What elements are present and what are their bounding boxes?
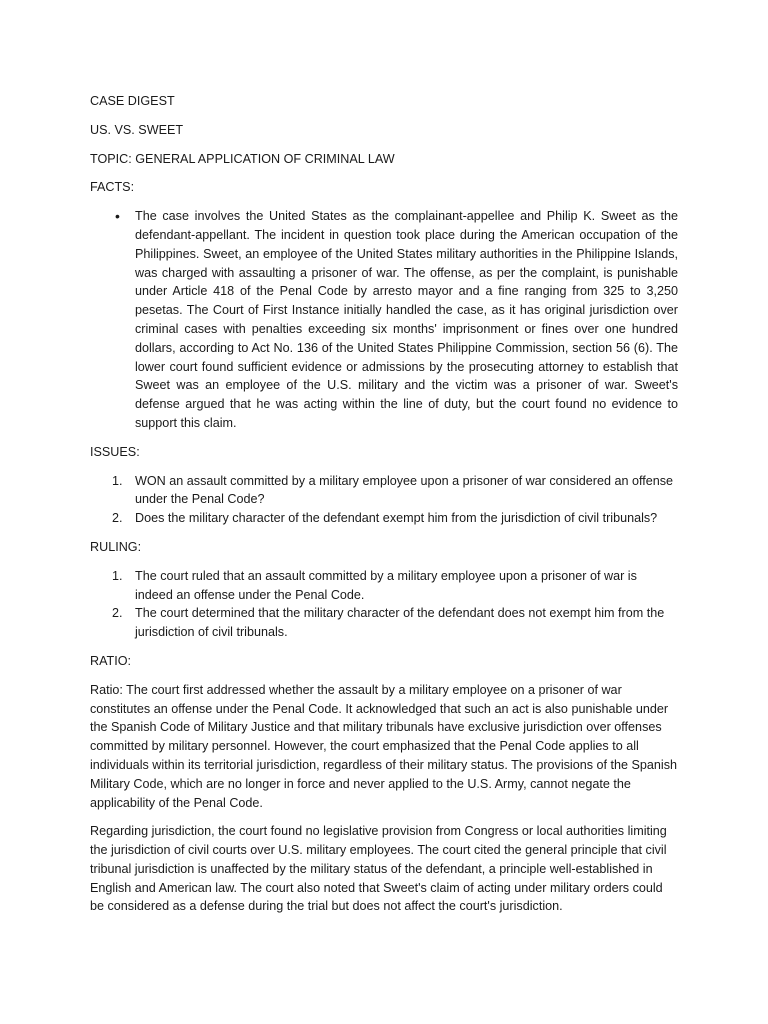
facts-text: The case involves the United States as the complainant-appellee and Philip K. Sweet as the defendant-appellant. The incident in question took place during the American occupation of the Philippines. Sweet, an employee of the United States military authorities in the Philippine Islands, was charged with assaulting a prisoner of war. The offense, as per the complaint, is punishable under Article 418 of the Penal Code by arresto mayor and a fine ranging from 325 to 3,250 pesetas. The Court of First Instance initially handled the case, as it has original jurisdiction over criminal cases with penalties exceeding six months' imprisonment or fines over one hundred dollars, according to Act No. 136 of the United States Philippine Commission, section 56 (6). The lower court found sufficient evidence or admissions by the prosecuting attorney to establish that Sweet was an employee of the U.S. military and the victim was a prisoner of war. Sweet's defense argued that he was acting within the line of duty, but the court found no evidence to support this claim.	[135, 209, 678, 430]
issue-item	[90, 472, 678, 510]
ratio-paragraph: Ratio: The court first addressed whether the assault by a military employee on a prisoner of war constitutes an offense under the Penal Code. It acknowledged that such an act is also punishable under the Spanish Code of Military Justice and that military tribunals have exclusive jurisdiction over offenses committed by military personnel. However, the court emphasized that the Penal Code applies to all individuals within its territorial jurisdiction, regardless of their military status. The provisions of the Spanish Military Code, which are no longer in force and never applied to the U.S. Army, cannot negate the applicability of the Penal Code.	[90, 682, 678, 810]
issue-text: WON an assault committed by a military employee upon a prisoner of war considered an offense under the Penal Code?	[135, 473, 674, 507]
ruling-number: 1.	[112, 568, 123, 583]
ruling-text: The court ruled that an assault committed by a military employee upon a prisoner of war is indeed an offense under the Penal Code.	[135, 568, 637, 602]
issue-number: 2.	[112, 511, 123, 526]
ruling-item	[90, 604, 678, 642]
ruling-item	[90, 567, 678, 605]
issue-number: 1.	[112, 473, 123, 488]
bullet-icon: •	[115, 208, 120, 225]
issues-label: ISSUES:	[90, 444, 140, 459]
doc-heading: CASE DIGEST	[90, 94, 175, 108]
document-content	[90, 92, 678, 926]
topic-line: TOPIC: GENERAL APPLICATION OF CRIMINAL LAW	[90, 151, 395, 166]
facts-list	[90, 207, 678, 433]
ratio-paragraph: Regarding jurisdiction, the court found no legislative provision from Congress or local authorities limiting the jurisdiction of civil courts over U.S. military employees. The court cited the general principle that civil tribunal jurisdiction is unaffected by the military status of the defendant, a principle well-established in English and American law. The court also noted that Sweet's claim of acting under military orders could be considered as a defense during the trial but does not affect the court's jurisdiction.	[90, 824, 667, 914]
facts-bullet-item	[90, 207, 678, 433]
issue-item	[90, 509, 678, 528]
facts-label: FACTS:	[90, 180, 135, 195]
issues-list	[90, 472, 678, 528]
ruling-text: The court determined that the military character of the defendant does not exempt him from the jurisdiction of civil tribunals.	[135, 606, 665, 640]
ratio-label: RATIO:	[90, 653, 132, 668]
ruling-label: RULING:	[90, 539, 142, 554]
ruling-number: 2.	[112, 606, 123, 621]
case-title: US. VS. SWEET	[90, 122, 184, 137]
ruling-list	[90, 567, 678, 642]
issue-text: Does the military character of the defendant exempt him from the jurisdiction of civil tribunals?	[135, 511, 658, 526]
